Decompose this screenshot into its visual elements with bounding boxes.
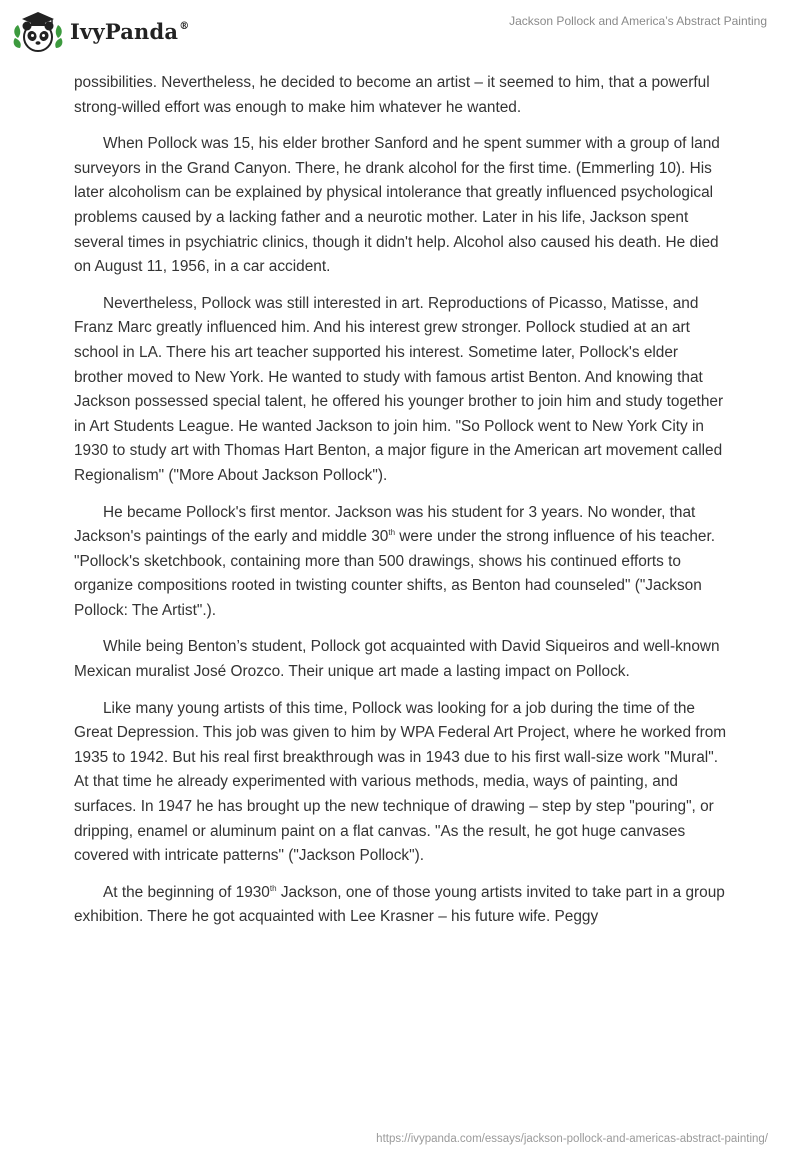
ordinal-suffix: th: [388, 527, 396, 537]
panda-graduate-icon: [12, 8, 64, 54]
running-title: Jackson Pollock and America’s Abstract Painting: [509, 14, 767, 28]
paragraph: While being Benton’s student, Pollock got acquainted with David Siqueiros and well-known Mexican muralist José Orozco. Their unique art made a lasting impact on Pollock.: [74, 638, 720, 681]
paragraph-continued: possibilities. Nevertheless, he decided to become an artist – it seemed to him, that a powerful strong-willed effort was enough to make him whatever he wanted.: [74, 74, 710, 116]
paragraph-text: were under the strong influence of his teacher. "Pollock's sketchbook, containing more than 500 drawings, shows his continued efforts to organize compositions rooted in twisting counter shifts, as Benton had counseled" ("Jackson Pollock: The Artist".).: [74, 528, 716, 619]
ordinal-suffix: th: [269, 883, 277, 893]
logo-text: IvyPanda: [70, 18, 179, 44]
paragraph: [74, 501, 728, 624]
paragraph-text: He became Pollock's first mentor. Jackson was his student for 3 years. No wonder, that Jackson's paintings of the early and middle 30: [74, 503, 696, 546]
paragraph-text: At the beginning of 1930: [103, 883, 270, 901]
source-url-link[interactable]: https://ivypanda.com/essays/jackson-pollock-and-americas-abstract-painting/: [376, 1133, 768, 1145]
paragraph: When Pollock was 15, his elder brother Sanford and he spent summer with a group of land surveyors in the Grand Canyon. There, he drank alcohol for the first time. (Emmerling 10). His later alcoholism can be explained by physical intolerance that greatly influenced psychological problems caused by a lacking father and a neurotic mother. Later in his life, Jackson spent several times in psychiatric clinics, though it didn't help. Alcohol also caused his death. He died on August 11, 1956, in a car accident.: [74, 135, 720, 276]
page-header: [0, 0, 800, 70]
logo-wordmark: [70, 19, 189, 44]
paragraph: Nevertheless, Pollock was still interested in art. Reproductions of Picasso, Matisse, and Franz Marc greatly influenced him. And his interest grew stronger. Pollock studied at an art school in LA. There his art teacher supported his interest. Sometime later, Pollock's elder brother moved to New York. He wanted to study with famous artist Benton. And knowing that Jackson possessed special talent, he offered his younger brother to join him and study together in Art Students League. He wanted Jackson to join him. "So Pollock went to New York City in 1930 to study art with Thomas Hart Benton, a major figure in the American art movement called Regionalism" ("More About Jackson Pollock").: [74, 294, 724, 484]
ivypanda-logo[interactable]: [12, 8, 189, 54]
paragraph-text: Jackson, one of those young artists invited to take part in a group exhibition. There he got acquainted with Lee Krasner – his future wife. Peggy: [74, 883, 725, 926]
paragraph: Like many young artists of this time, Pollock was looking for a job during the time of the Great Depression. This job was given to him by WPA Federal Art Project, where he worked from 1935 to 1942. But his real first breakthrough was in 1943 due to his first wall-size work "Mural". At that time he already experimented with various methods, media, ways of painting, and surfaces. In 1947 he has brought up the new technique of drawing – step by step "pouring", or dripping, enamel or aluminum paint on a flat canvas. "As the result, he got huge canvases covered with intricate patterns" ("Jackson Pollock").: [74, 699, 727, 865]
paragraph: [74, 881, 728, 930]
essay-body: [74, 71, 728, 942]
registered-mark: ®: [179, 20, 190, 32]
